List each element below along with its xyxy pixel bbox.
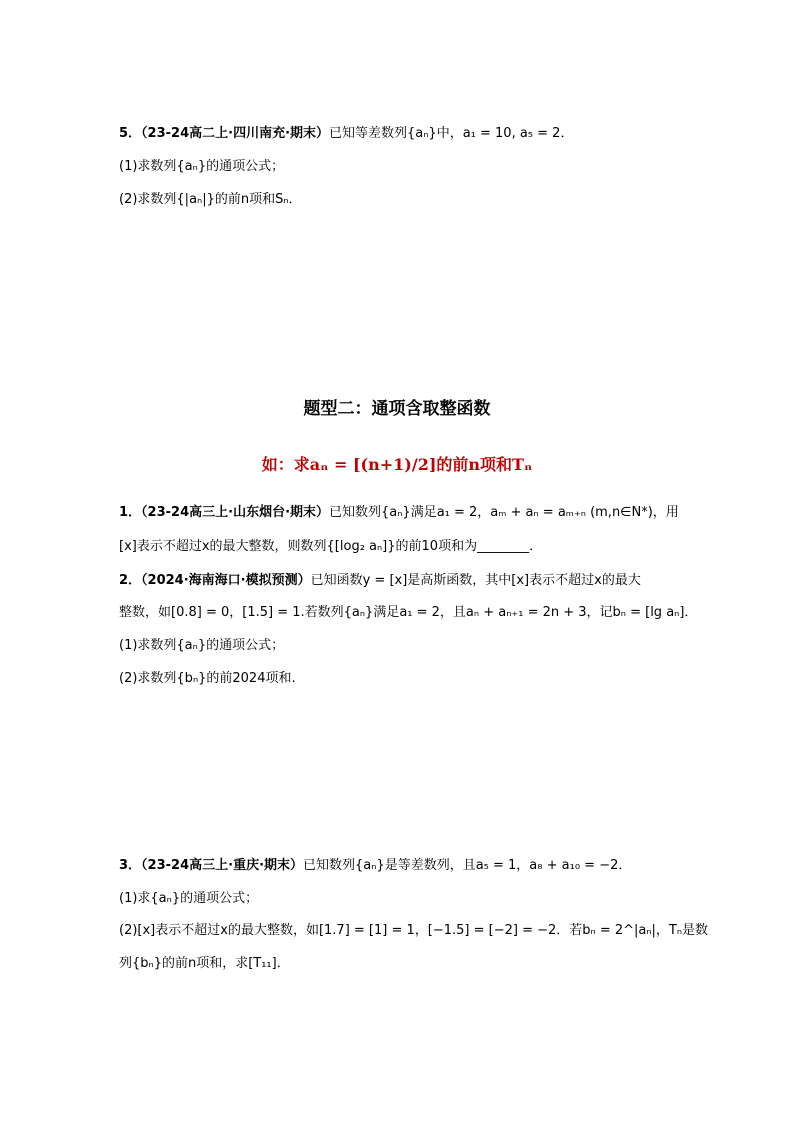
q5-source: （23-24高二上·四川南充·期末） (141, 126, 330, 141)
q1-line1 (119, 503, 679, 523)
q5-stem-line (119, 124, 573, 144)
q3-source: （23-24高三上·重庆·期末） (141, 858, 304, 873)
q3-part2-line1: (2)[x]表示不超过x的最大整数，如[1.7] = [1] = 1，[−1.5] = [−2] = −2．若bₙ = 2^|aₙ|，Tₙ是数 (119, 923, 709, 938)
q1-source: （23-24高三上·山东烟台·期末） (141, 505, 330, 520)
q1-number: 1． (119, 505, 142, 520)
q5-number: 5． (119, 126, 142, 141)
q2-part1: (1)求数列{aₙ}的通项公式； (119, 638, 285, 653)
q2-line1 (119, 571, 641, 591)
q3-stem: 已知数列{aₙ}是等差数列，且a₅ = 1，a₈ + a₁₀ = −2． (303, 858, 632, 873)
q3-number: 3． (119, 858, 142, 873)
q3-part2-line2: 列{bₙ}的前n项和，求[T₁₁]． (119, 956, 290, 971)
section-example: 如：求aₙ = [(n+1)/2]的前n项和Tₙ (261, 455, 533, 474)
q5-part2: (2)求数列{|aₙ|}的前n项和Sₙ． (119, 192, 302, 207)
q2-number: 2． (119, 573, 142, 588)
q2-line2: 整数，如[0.8] = 0，[1.5] = 1.若数列{aₙ}满足a₁ = 2，且aₙ + aₙ₊₁ = 2n + 3，记bₙ = [lg aₙ]． (119, 605, 698, 620)
q5-part1: (1)求数列{aₙ}的通项公式； (119, 159, 285, 174)
q3-part1: (1)求{aₙ}的通项公式； (119, 891, 259, 906)
q1-line2: [x]表示不超过x的最大整数，则数列{[log₂ aₙ]}的前10项和为________． (119, 539, 543, 554)
section-title: 题型二：通项含取整函数 (303, 399, 491, 419)
q3-stem-line (119, 856, 631, 876)
q2-stem-line1: 已知函数y = [x]是高斯函数，其中[x]表示不超过x的最大 (310, 573, 641, 588)
q1-stem-line1: 已知数列{aₙ}满足a₁ = 2，aₘ + aₙ = aₘ₊ₙ (m,n∈N*)，用 (329, 505, 679, 520)
q2-source: （2024·海南海口·模拟预测） (141, 573, 311, 588)
q5-stem: 已知等差数列{aₙ}中，a₁ = 10, a₅ = 2． (329, 126, 574, 141)
q2-part2: (2)求数列{bₙ}的前2024项和. (119, 671, 296, 686)
